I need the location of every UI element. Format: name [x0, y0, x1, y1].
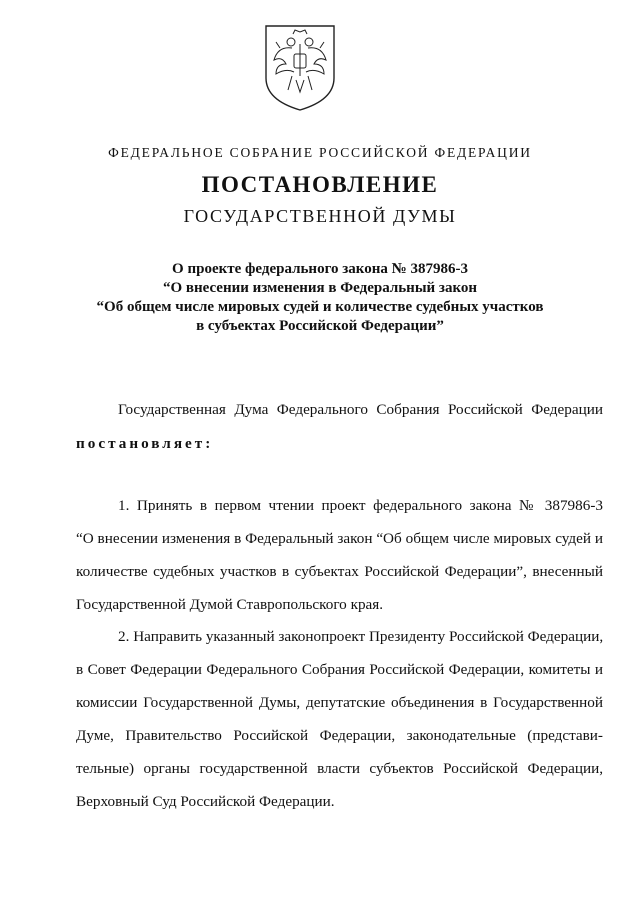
paragraph-line: в Совет Федерации Федерального Собрания Российской Федерации, комитеты и: [76, 661, 603, 678]
paragraph-line: 2. Направить указанный законопроект Президенту Российской Федерации,: [118, 628, 604, 645]
document-title: ПОСТАНОВЛЕНИЕ: [201, 172, 439, 197]
paragraph-line: тельные) органы государственной власти субъектов Российской Федерации,: [76, 760, 603, 777]
paragraph-line: комиссии Государственной Думы, депутатские объединения в Государственной: [76, 694, 603, 711]
subject-line: в субъектах Российской Федерации”: [196, 318, 444, 334]
paragraph-line: “О внесении изменения в Федеральный закон “Об общем числе мировых судей и: [76, 530, 603, 547]
decrees-word: [76, 427, 603, 460]
subject-line: О проекте федерального закона № 387986-3: [172, 261, 468, 277]
paragraph-line: Верховный Суд Российской Федерации.: [76, 793, 335, 810]
item-2-paragraph: [76, 620, 603, 818]
subject-line: “Об общем числе мировых судей и количестве судебных участков: [96, 299, 544, 315]
subject-heading: [60, 260, 580, 336]
decrees-text: постановляет:: [76, 435, 214, 452]
paragraph-line: Думе, Правительство Российской Федерации, законодательные (представи-: [76, 727, 603, 744]
emblem-icon: [262, 20, 338, 112]
paragraph-line: 1. Принять в первом чтении проект федерального закона № 387986-3: [118, 497, 603, 514]
paragraph-line: Государственной Думой Ставропольского края.: [76, 596, 384, 613]
subject-line: “О внесении изменения в Федеральный закон: [162, 280, 478, 296]
preamble-text: Государственная Дума Федерального Собрания Российской Федерации: [118, 401, 603, 418]
item-1-paragraph: [76, 489, 603, 621]
document-subtitle: ГОСУДАРСТВЕННОЙ ДУМЫ: [183, 206, 457, 226]
organization-name: ФЕДЕРАЛЬНОЕ СОБРАНИЕ РОССИЙСКОЙ ФЕДЕРАЦИИ: [108, 145, 532, 160]
preamble: [76, 393, 603, 426]
paragraph-line: количестве судебных участков в субъектах Российской Федерации”, внесенный: [76, 563, 603, 580]
